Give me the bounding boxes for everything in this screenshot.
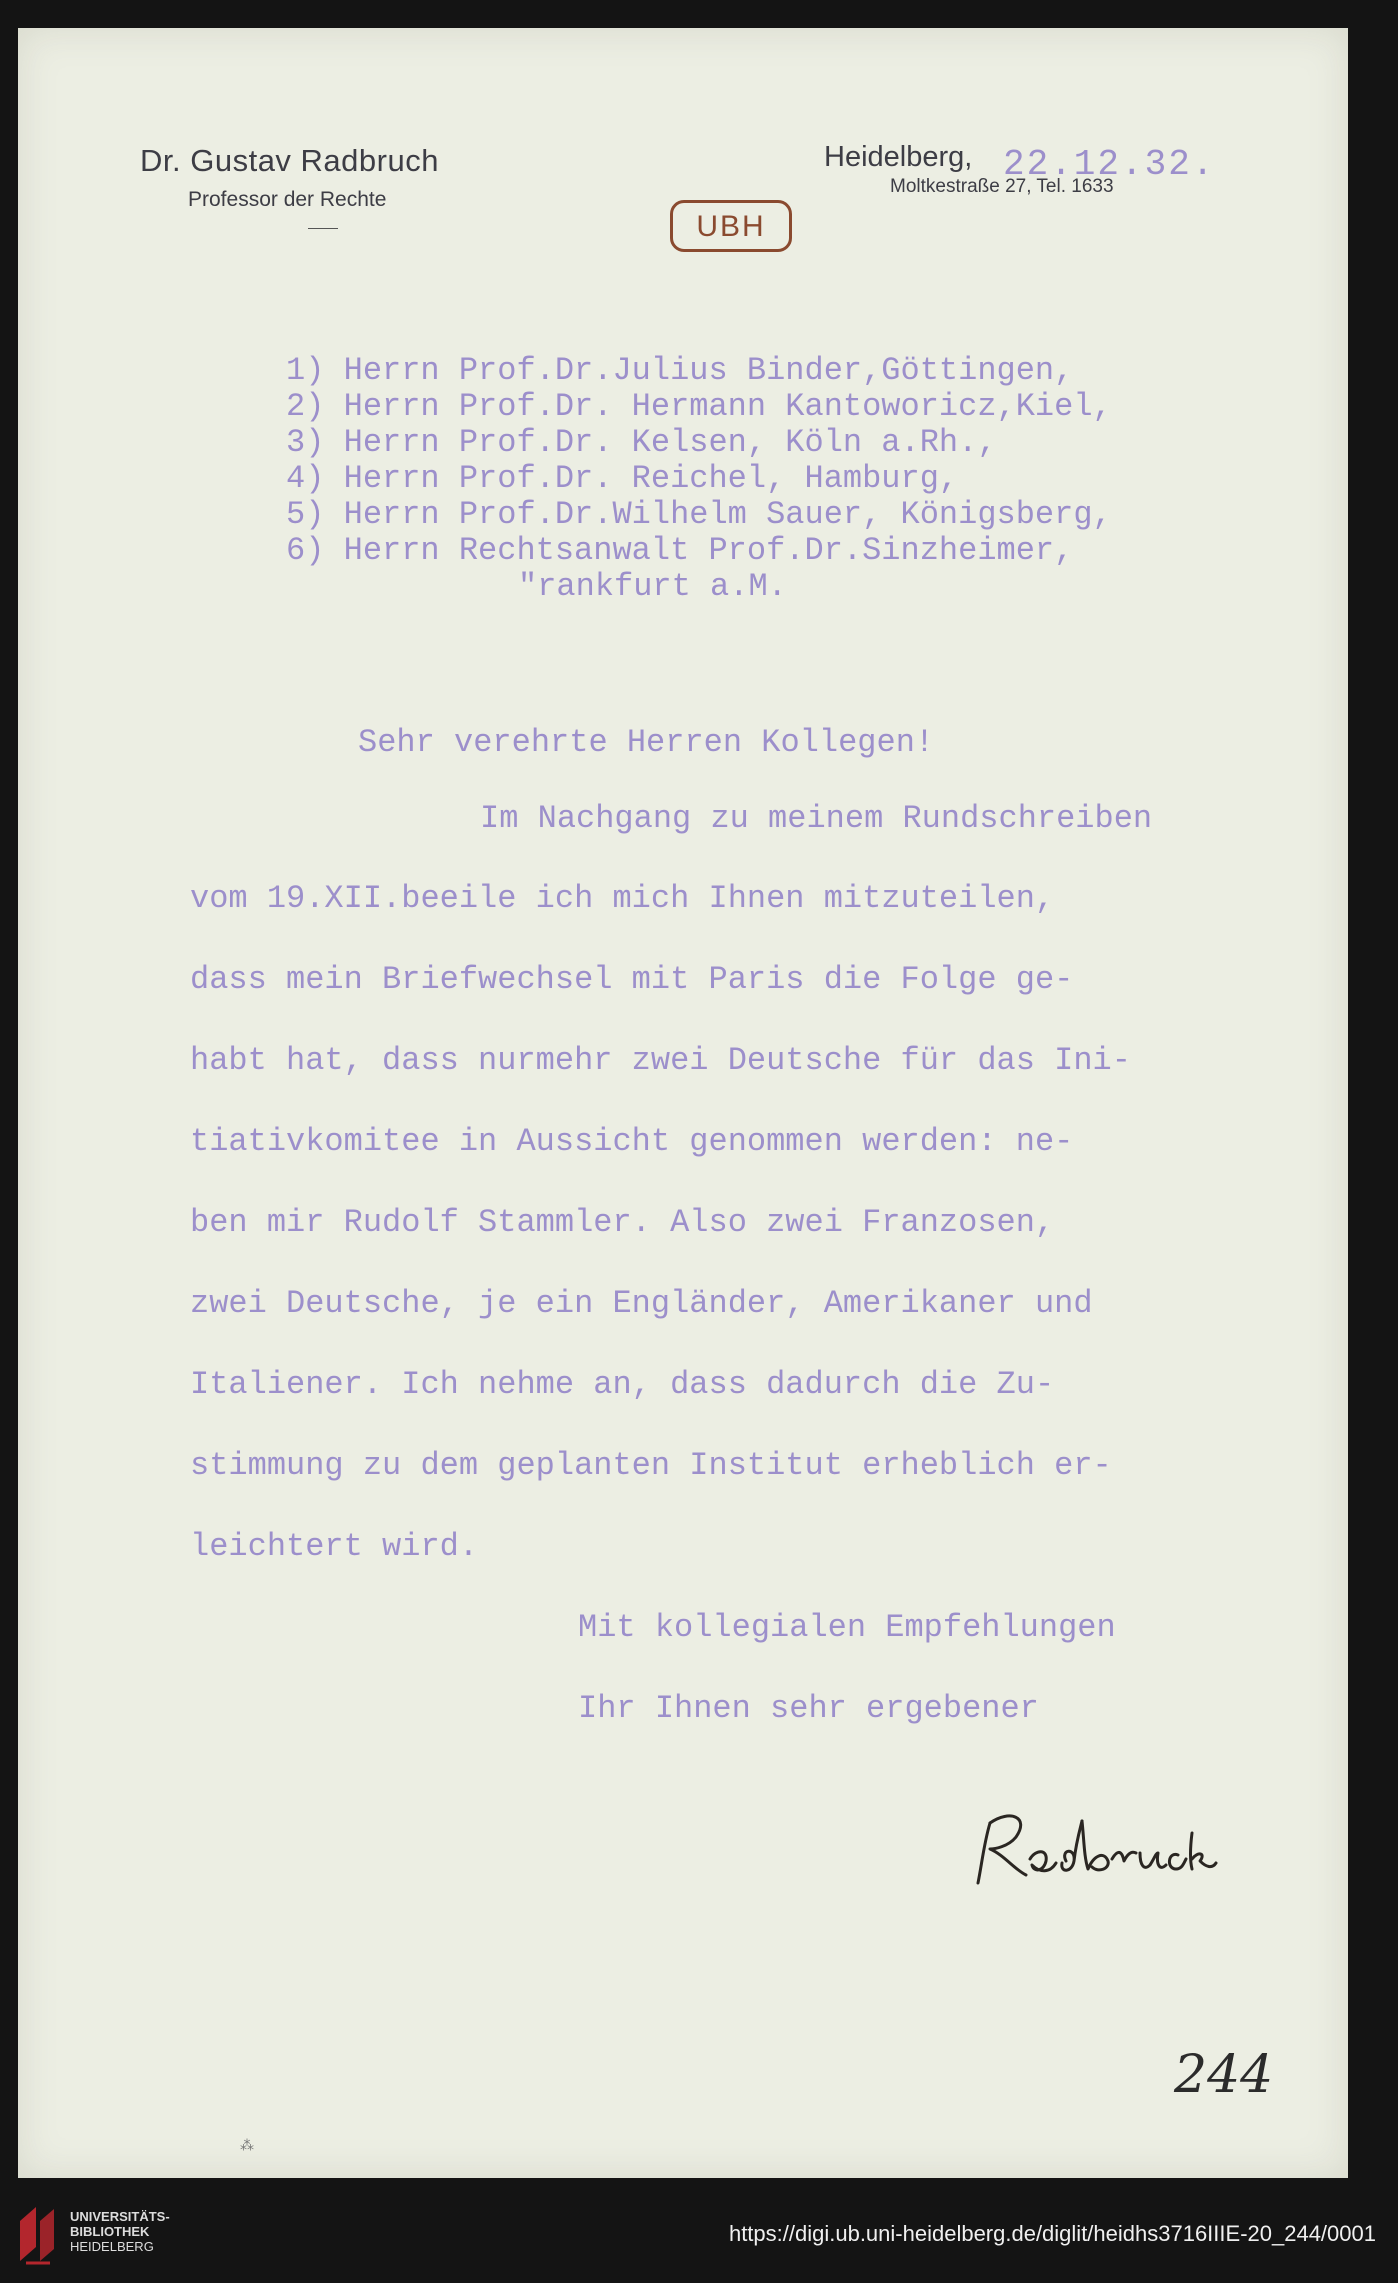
recipient-line: 5) Herrn Prof.Dr.Wilhelm Sauer, Königsberg, — [286, 496, 1112, 533]
body-line: tiativkomitee in Aussicht genommen werden: ne- — [190, 1123, 1074, 1160]
library-name-line: UNIVERSITÄTS- — [70, 2209, 170, 2224]
closing-line: Ihr Ihnen sehr ergebener — [578, 1690, 1039, 1727]
recipient-line: 6) Herrn Rechtsanwalt Prof.Dr.Sinzheimer, — [286, 532, 1074, 569]
body-line: dass mein Briefwechsel mit Paris die Folge ge- — [190, 961, 1074, 998]
letterhead-name: Dr. Gustav Radbruch — [140, 143, 439, 178]
permalink-url[interactable]: https://digi.ub.uni-heidelberg.de/diglit/heidhs3716IIIE-20_244/0001 — [728, 2221, 1376, 2246]
body-line: vom 19.XII.beeile ich mich Ihnen mitzuteilen, — [190, 880, 1055, 917]
letterhead-title: Professor der Rechte — [188, 188, 387, 211]
handwritten-signature — [970, 1803, 1220, 1893]
page-scuff: ⁂ — [240, 2138, 254, 2154]
archive-number — [1168, 2038, 1298, 2108]
body-line: Im Nachgang zu meinem Rundschreiben — [480, 800, 1153, 837]
body-line: zwei Deutsche, je ein Engländer, Amerikaner und — [190, 1285, 1093, 1322]
library-name-line: BIBLIOTHEK — [70, 2224, 150, 2239]
letterhead-rule — [308, 228, 338, 229]
university-library-logo-icon — [14, 2203, 60, 2265]
recipient-line: "rankfurt a.M. — [518, 568, 787, 605]
letterhead-city: Heidelberg, — [824, 141, 973, 173]
recipient-line: 2) Herrn Prof.Dr. Hermann Kantoworicz,Kiel, — [286, 388, 1112, 425]
letter-date: 22.12.32. — [1003, 144, 1216, 185]
salutation: Sehr verehrte Herren Kollegen! — [358, 724, 935, 761]
letter-page — [18, 28, 1348, 2178]
recipient-line: 1) Herrn Prof.Dr.Julius Binder,Göttingen, — [286, 352, 1074, 389]
letterhead-address: Moltkestraße 27, Tel. 1633 — [890, 176, 1114, 197]
recipient-list — [286, 353, 1112, 605]
body-line: leichtert wird. — [190, 1528, 479, 1565]
viewer-footer — [0, 2183, 1398, 2283]
recipient-line: 3) Herrn Prof.Dr. Kelsen, Köln a.Rh., — [286, 424, 997, 461]
ubh-stamp: UBH — [670, 200, 792, 252]
body-line: Italiener. Ich nehme an, dass dadurch die Zu- — [190, 1366, 1055, 1403]
library-name-line: HEIDELBERG — [70, 2239, 154, 2254]
body-line: habt hat, dass nurmehr zwei Deutsche für das Ini- — [190, 1042, 1131, 1079]
body-line: ben mir Rudolf Stammler. Also zwei Franzosen, — [190, 1204, 1055, 1241]
closing-line: Mit kollegialen Empfehlungen — [578, 1609, 1116, 1646]
archive-number-text: 244 — [1174, 2045, 1274, 2105]
library-name — [70, 2209, 170, 2254]
recipient-line: 4) Herrn Prof.Dr. Reichel, Hamburg, — [286, 460, 959, 497]
body-line: stimmung zu dem geplanten Institut erheblich er- — [190, 1447, 1112, 1484]
